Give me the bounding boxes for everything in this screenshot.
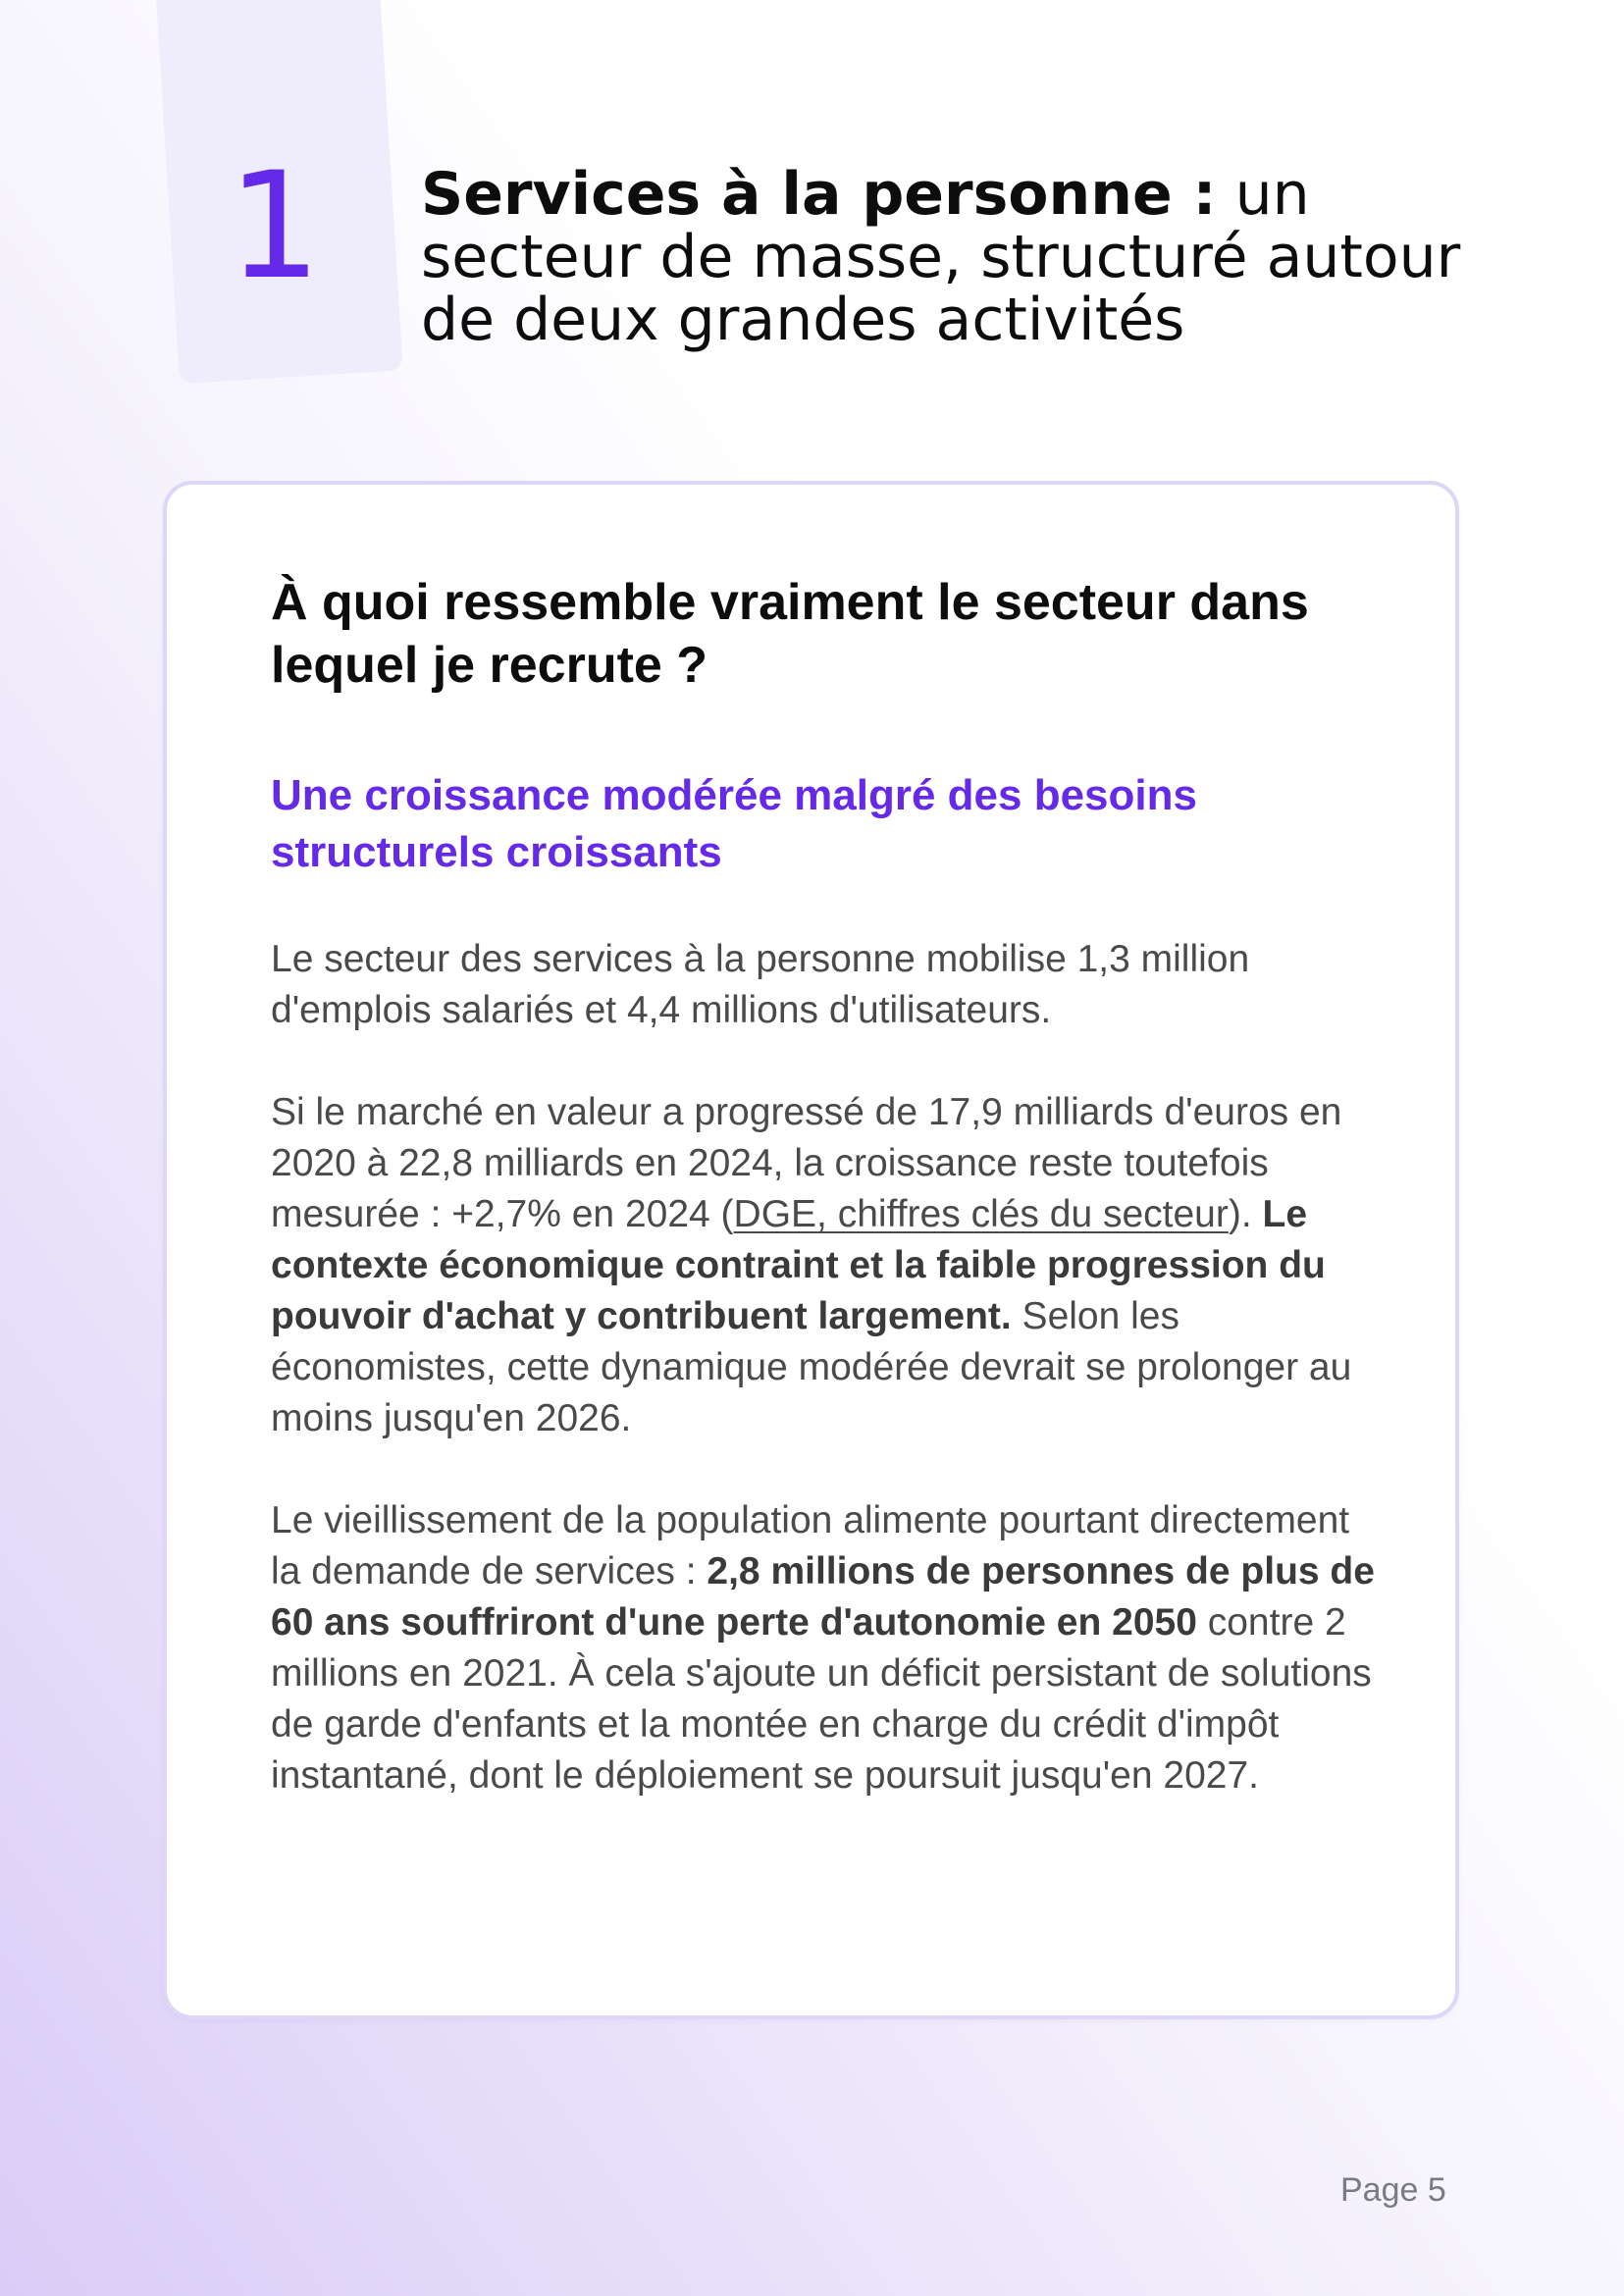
paragraph-market-growth	[271, 1087, 1389, 1444]
paragraph-aging-text-a: Le vieillissement de la population alimente pourtant directement la demande de services :	[271, 1499, 1350, 1592]
card-heading: À quoi ressemble vraiment le secteur dans lequel je recrute ?	[271, 574, 1309, 694]
content-card	[163, 481, 1459, 2019]
card-body	[271, 934, 1389, 1852]
paragraph-aging-population	[271, 1495, 1389, 1801]
paragraph-aging-text-b: contre 2 millions en 2021. À cela s'ajoute un déficit persistant de solutions de garde d'enfants et la montée en charge du crédit d'impôt instantané, dont le déploiement se poursuit jusqu'en 2027.	[271, 1601, 1372, 1797]
paragraph-market-growth-text-a: Si le marché en valeur a progressé de 17,9 milliards d'euros en 2020 à 22,8 milliards en 2024, la croissance reste toutefois mesurée : +2,7% en 2024 (	[271, 1091, 1342, 1235]
section-title-bold: Services à la personne :	[421, 160, 1217, 229]
section-title	[421, 160, 1540, 354]
section-number: 1	[228, 141, 322, 312]
paragraph-market-growth-bold: Le contexte économique contraint et la faible progression du pouvoir d'achat y contribuent largement.	[271, 1193, 1326, 1337]
paragraph-market-growth-text-c: Selon les économistes, cette dynamique modérée devrait se prolonger au moins jusqu'en 2026.	[271, 1295, 1352, 1439]
section-title-rest: un secteur de masse, structuré autour de deux grandes activités	[421, 160, 1461, 354]
dge-key-figures-link[interactable]: DGE, chiffres clés du secteur	[733, 1193, 1229, 1235]
paragraph-employment: Le secteur des services à la personne mobilise 1,3 million d'emplois salariés et 4,4 millions d'utilisateurs.	[271, 938, 1250, 1031]
page-number: Page 5	[1340, 2171, 1446, 2209]
paragraph-aging-bold: 2,8 millions de personnes de plus de 60 ans souffriront d'une perte d'autonomie en 2050	[271, 1550, 1375, 1644]
paragraph-market-growth-text-b: ).	[1228, 1193, 1263, 1235]
card-subheading: Une croissance modérée malgré des besoins structurels croissants	[271, 771, 1197, 876]
